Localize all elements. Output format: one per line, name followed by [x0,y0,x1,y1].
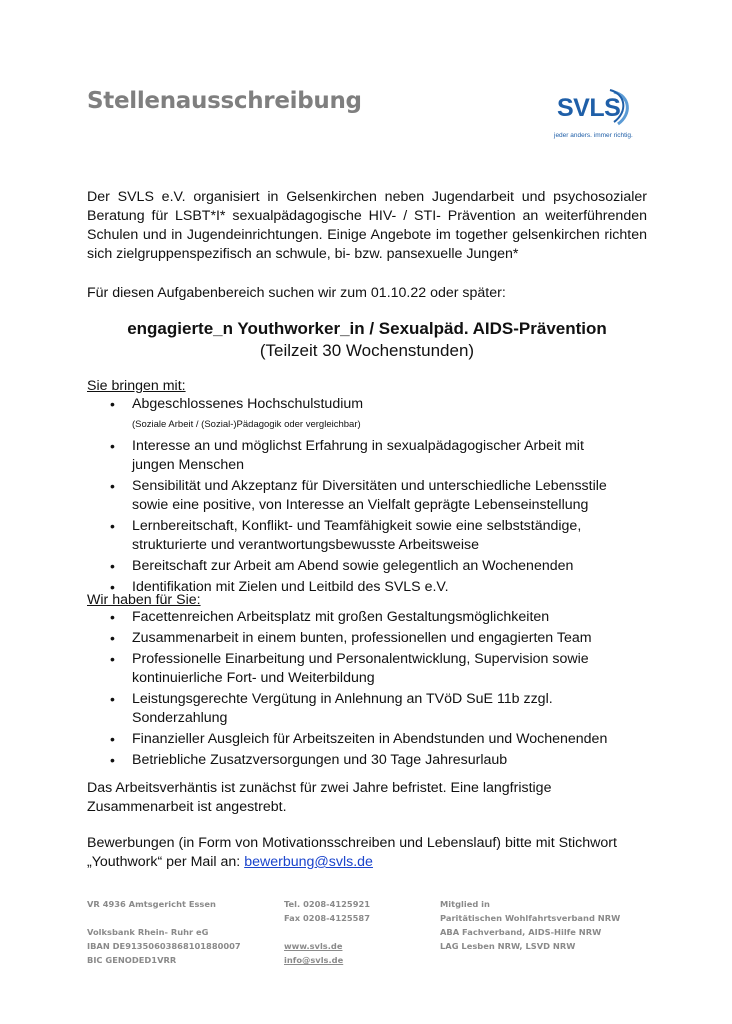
apply-text-line2: „Youthwork“ per Mail an: [87,854,245,870]
intro-paragraph: Der SVLS e.V. organisiert in Gelsenkirchen neben Jugendarbeit und psychosozialer Beratung für LSBT*I* sexualpädagogische HIV- / STI- Prävention an weiterführenden Schulen und in Jugendeinrichtungen. Einige Angebote im together gelsenkirchen richten sich zielgruppenspezifisch an schwule, bi- bzw. pansexuelle Jungen* [87,189,647,262]
search-line: Für diesen Aufgabenbereich suchen wir zum 01.10.22 oder später: [87,285,506,301]
logo-text: SVLS [557,94,621,122]
list-item: • Identifikation mit Zielen und Leitbild des SVLS e.V. [110,578,630,597]
position-title: engagierte_n Youthworker_in / Sexualpäd. AIDS-Prävention [127,319,607,338]
contract-paragraph: Das Arbeitsverhäntis ist zunächst für zwei Jahre befristet. Eine langfristige Zusammenarbeit ist angestrebt. [87,780,552,815]
footer-member3: LAG Lesben NRW, LSVD NRW [440,941,576,951]
list-item: • Facettenreichen Arbeitsplatz mit großen Gestaltungsmöglichkeiten [110,608,630,627]
footer-member1: Paritätischen Wohlfahrtsverband NRW [440,913,621,923]
offer-heading: Wir haben für Sie: [87,592,201,608]
list-item: • Interesse an und möglichst Erfahrung in sexualpädagogischer Arbeit mit jungen Menschen [110,437,630,475]
footer-membership [440,897,620,953]
offer-list [110,608,630,770]
footer-bic: BIC GENODED1VRR [87,955,177,965]
list-item: • Leistungsgerechte Vergütung in Anlehnung an TVöD SuE 11b zzgl. Sonderzahlung [110,690,630,728]
footer-bank: Volksbank Rhein- Ruhr eG [87,927,209,937]
footer-mail-link[interactable]: info@svls.de [284,955,344,965]
list-item [110,395,630,433]
list-item-text: Abgeschlossenes Hochschulstudium [132,396,364,412]
footer-member-label: Mitglied in [440,899,490,909]
footer-fax: Fax 0208-4125587 [284,913,370,923]
footer-tel: Tel. 0208-4125921 [284,899,371,909]
footer-contact [284,897,370,967]
apply-paragraph [87,834,647,872]
position-subtitle: (Teilzeit 30 Wochenstunden) [259,341,475,360]
list-item: • Lernbereitschaft, Konflikt- und Teamfähigkeit sowie eine selbstständige, strukturierte und verantwortungsbewusste Arbeitsweise [110,517,630,555]
logo-tagline: jeder anders. immer richtig. [554,132,633,139]
footer-web-link[interactable]: www.svls.de [284,941,343,951]
footer-legal [87,897,241,967]
list-item: • Professionelle Einarbeitung und Personalentwicklung, Supervision sowie kontinuierliche Fort- und Weiterbildung [110,650,630,688]
apply-text-line1: Bewerbungen (in Form von Motivationsschreiben und Lebenslauf) bitte mit Stichwort [87,835,617,851]
requirements-heading: Sie bringen mit: [87,378,186,394]
list-item: • Finanzieller Ausgleich für Arbeitszeiten in Abendstunden und Wochenenden [110,730,630,749]
list-item-note: (Soziale Arbeit / (Sozial-)Pädagogik oder vergleichbar) [132,419,361,430]
footer-iban: IBAN DE91350603868101880007 [87,941,241,951]
list-item: • Sensibilität und Akzeptanz für Diversitäten und unterschiedliche Lebensstile sowie eine positive, von Interesse an Vielfalt geprägte Lebenseinstellung [110,477,630,515]
page-title: Stellenausschreibung [87,88,362,114]
list-item: • Zusammenarbeit in einem bunten, professionellen und engagierten Team [110,629,630,648]
svls-logo [554,88,634,146]
requirements-list [110,395,630,597]
list-item: • Bereitschaft zur Arbeit am Abend sowie gelegentlich an Wochenenden [110,557,630,576]
email-link[interactable]: bewerbung@svls.de [244,854,373,870]
list-item: • Betriebliche Zusatzversorgungen und 30 Tage Jahresurlaub [110,751,630,770]
footer-court: VR 4936 Amtsgericht Essen [87,899,216,909]
footer-member2: ABA Fachverband, AIDS-Hilfe NRW [440,927,602,937]
